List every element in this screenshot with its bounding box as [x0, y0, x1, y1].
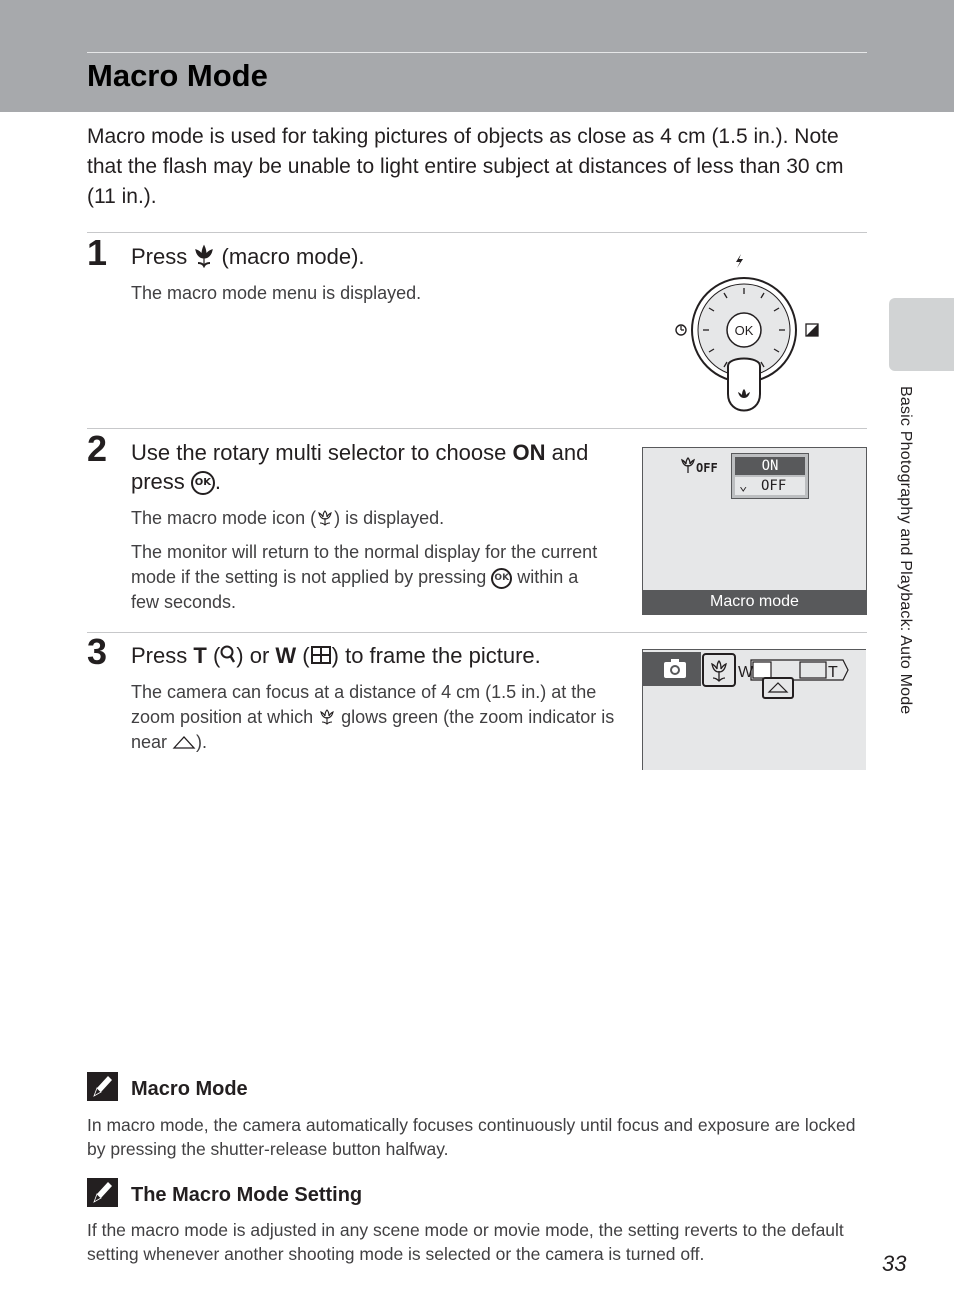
step-2-divider	[87, 428, 867, 429]
step-2-body-2	[131, 540, 611, 615]
self-timer-icon	[676, 325, 686, 335]
screen-caption: Macro mode	[643, 590, 866, 614]
macro-outline-icon	[318, 708, 336, 729]
macro-button-highlight	[728, 359, 760, 411]
step-1-title	[131, 242, 365, 273]
step-2-body	[131, 506, 611, 624]
status-off-text: OFF	[696, 461, 718, 475]
pencil-note-icon	[87, 1072, 118, 1101]
ok-button-label: OK	[734, 323, 754, 338]
macro-off-status-icon	[679, 454, 725, 476]
ok-button-icon: OK	[491, 568, 512, 589]
step-2-body-1-prefix: The macro mode icon (	[131, 508, 317, 528]
menu-option-off-label: OFF	[761, 478, 787, 494]
step-3-divider	[87, 632, 867, 633]
pencil-note-icon	[87, 1178, 118, 1207]
chapter-tab	[889, 298, 954, 371]
step-2-body-1-suffix: ) is displayed.	[334, 508, 445, 528]
zoom-wide-label: W	[275, 643, 297, 668]
step-3-title-end: to frame the picture.	[345, 643, 541, 668]
step-2-body-1	[131, 506, 611, 531]
note-2-body: If the macro mode is adjusted in any scene mode or movie mode, the setting reverts to the default setting whenever another shooting mode is selected or the camera is turned off.	[87, 1220, 844, 1264]
zoom-w-label: W	[738, 664, 754, 681]
step-1-divider	[87, 232, 867, 233]
note-1-body: In macro mode, the camera automatically focuses continuously until focus and exposure are locked by pressing the shutter-release button halfway.	[87, 1115, 856, 1159]
macro-outline-icon	[316, 509, 334, 530]
step-1-body	[131, 281, 611, 315]
step-1-number: 1	[87, 232, 108, 273]
step-2-body-2-suffix: within a few seconds.	[131, 567, 579, 612]
step-3-body-text	[131, 680, 621, 755]
step-2-title	[131, 438, 611, 496]
page-title: Macro Mode	[87, 58, 268, 93]
zoom-t-label: T	[828, 664, 838, 681]
chevron-down-icon: ⌄	[739, 478, 748, 494]
note-1-title: Macro Mode	[131, 1078, 248, 1100]
step-3-body-part1: The camera can focus at a distance of 4 cm (1.5 in.) at the zoom position at which	[131, 682, 597, 727]
step-2-number: 2	[87, 428, 108, 469]
step-3-title-or: or	[249, 643, 270, 668]
menu-option-off[interactable]	[735, 477, 805, 495]
rotary-multi-selector-diagram	[670, 248, 820, 416]
page-number: 33	[882, 1251, 907, 1276]
zoom-tele-label: T	[193, 643, 207, 668]
step-2-title-part2: and press	[131, 440, 589, 494]
menu-option-on[interactable]: ON	[735, 457, 805, 475]
step-2-title-on: ON	[512, 440, 546, 465]
step-3-number: 3	[87, 631, 108, 672]
zoom-indicator-overlay	[643, 650, 866, 700]
step-3-body	[131, 680, 621, 764]
macro-menu-screen	[642, 447, 867, 615]
step-1-title-suffix: (macro mode).	[221, 244, 365, 269]
step-2-body-2-prefix: The monitor will return to the normal display for the current mode if the setting is not applied by pressing	[131, 542, 598, 587]
flash-icon	[736, 254, 743, 268]
triangle-marker-icon	[172, 734, 196, 753]
step-2-title-part1: Use the rotary multi selector to choose	[131, 440, 507, 465]
step-1-body-text: The macro mode menu is displayed.	[131, 283, 422, 303]
ok-button-icon: OK	[191, 471, 215, 495]
exposure-compensation-icon	[806, 324, 818, 336]
step-3-title: Press T ( ) or W ( ) to frame the picture.	[131, 643, 541, 668]
macro-option-menu	[731, 453, 809, 499]
thumbnail-grid-icon	[310, 645, 332, 670]
header-band	[0, 0, 954, 112]
step-3-body-part3: ).	[196, 732, 208, 752]
step-3-body-part2: glows green (the zoom indicator is near	[131, 707, 615, 752]
header-rule	[87, 52, 867, 53]
chapter-side-label: Basic Photography and Playback: Auto Mode	[897, 386, 914, 715]
magnifier-icon	[220, 645, 236, 670]
step-2-title-end: .	[214, 469, 222, 494]
step-1-title-prefix: Press	[131, 244, 188, 269]
zoom-screen	[642, 649, 866, 770]
tulip-icon	[193, 244, 215, 273]
step-3-title-press: Press	[131, 643, 188, 668]
intro-paragraph: Macro mode is used for taking pictures of objects as close as 4 cm (1.5 in.). Note that the flash may be unable to light entire subject at distances of less than 30 cm (11 in.).	[87, 125, 844, 208]
note-2-title: The Macro Mode Setting	[131, 1184, 363, 1206]
